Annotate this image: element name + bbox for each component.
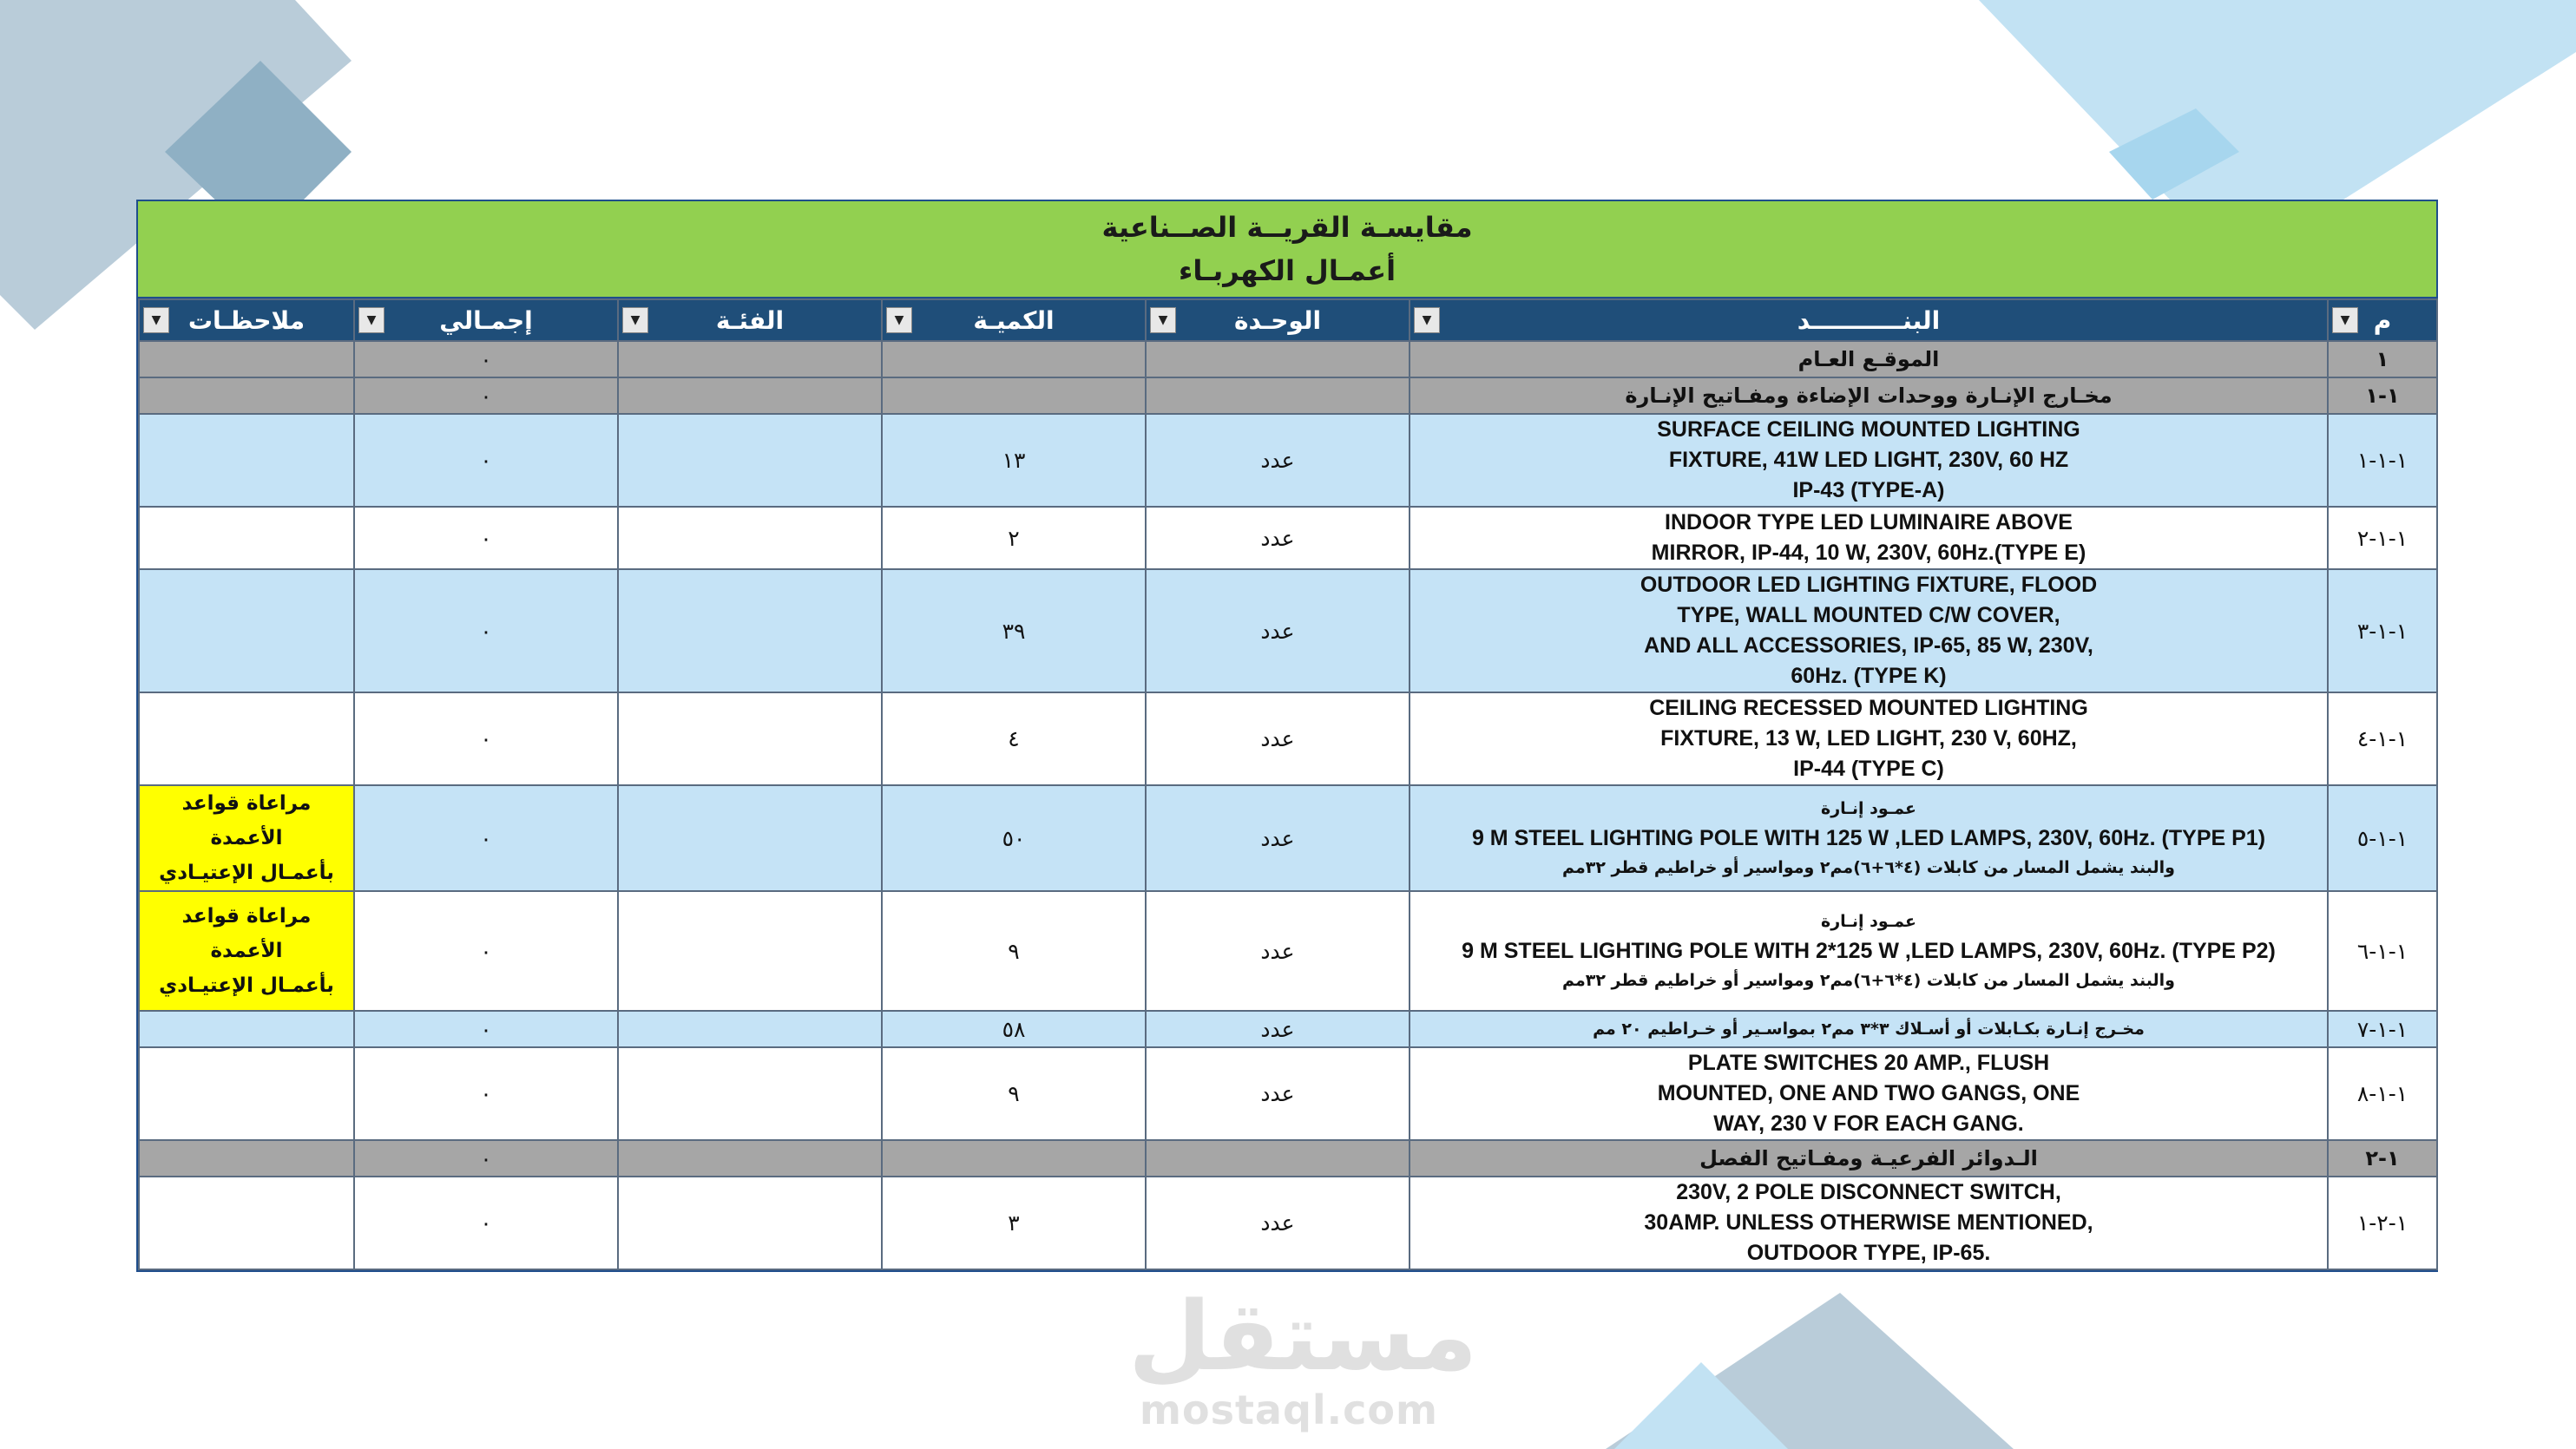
table-row (139, 1011, 2437, 1047)
table-row (139, 1140, 2437, 1177)
filter-dropdown-icon[interactable]: ▼ (622, 307, 648, 333)
cell-item-no[interactable]: ١-١-٤ (2328, 692, 2437, 785)
cell-total[interactable]: ٠ (354, 1011, 618, 1047)
note-line: مراعاة قواعد الأعمدة (181, 905, 312, 962)
cell-rate[interactable] (618, 1047, 882, 1140)
cell-rate[interactable] (618, 414, 882, 507)
cell-quantity[interactable]: ١٣ (882, 414, 1146, 507)
description-line: PLATE SWITCHES 20 AMP., FLUSH (1687, 1051, 2050, 1075)
cell-unit[interactable]: عدد (1146, 507, 1410, 569)
cell-quantity[interactable]: ٣٩ (882, 569, 1146, 692)
description-line: TYPE, WALL MOUNTED C/W COVER, (1677, 603, 2060, 627)
filter-dropdown-icon[interactable]: ▼ (1414, 307, 1440, 333)
cell-quantity[interactable]: ٤ (882, 692, 1146, 785)
table-row (139, 692, 2437, 785)
cell-notes[interactable] (139, 341, 354, 377)
cell-quantity[interactable]: ٥٨ (882, 1011, 1146, 1047)
filter-dropdown-icon[interactable]: ▼ (1150, 307, 1176, 333)
description-line: MIRROR, IP-44, 10 W, 230V, 60Hz.(TYPE E) (1651, 541, 2086, 565)
boq-table (138, 298, 2438, 1270)
description-line: 230V, 2 POLE DISCONNECT SWITCH, (1676, 1180, 2061, 1204)
cell-unit[interactable]: عدد (1146, 1011, 1410, 1047)
cell-item-no[interactable]: ١-١-٨ (2328, 1047, 2437, 1140)
cell-description[interactable] (1410, 692, 2328, 785)
cell-quantity[interactable]: ٩ (882, 891, 1146, 1011)
cell-notes[interactable] (139, 1140, 354, 1177)
col-label-description: البنـــــــــــد (1797, 305, 1941, 335)
cell-description[interactable] (1410, 569, 2328, 692)
cell-rate[interactable] (618, 377, 882, 414)
cell-rate[interactable] (618, 1177, 882, 1269)
cell-rate[interactable] (618, 785, 882, 891)
cell-total[interactable]: ٠ (354, 569, 618, 692)
cell-unit[interactable]: عدد (1146, 569, 1410, 692)
table-row (139, 414, 2437, 507)
cell-description[interactable]: الـدوائر الفرعيـة ومفـاتيح الفصل (1410, 1140, 2328, 1177)
cell-notes[interactable] (139, 785, 354, 891)
cell-notes[interactable] (139, 377, 354, 414)
col-label-quantity: الكميـة (973, 305, 1055, 335)
cell-rate[interactable] (618, 692, 882, 785)
cell-total[interactable]: ٠ (354, 414, 618, 507)
table-row (139, 785, 2437, 891)
cell-description[interactable] (1410, 785, 2328, 891)
table-row (139, 569, 2437, 692)
cell-quantity[interactable] (882, 377, 1146, 414)
description-line: OUTDOOR LED LIGHTING FIXTURE, FLOOD (1640, 573, 2098, 597)
cell-item-no[interactable]: ١-٢ (2328, 1140, 2437, 1177)
col-header-rate (618, 299, 882, 341)
cell-quantity[interactable]: ٥٠ (882, 785, 1146, 891)
col-header-item-no (2328, 299, 2437, 341)
boq-sheet (136, 200, 2438, 1272)
note-line: بأعمـال الإعتيـادي (159, 862, 334, 884)
cell-rate[interactable] (618, 569, 882, 692)
description-line: 9 M STEEL LIGHTING POLE WITH 2*125 W ,LED LAMPS, 230V, 60Hz. (TYPE P2) (1462, 939, 2276, 963)
header-row (139, 299, 2437, 341)
cell-total[interactable]: ٠ (354, 1140, 618, 1177)
cell-rate[interactable] (618, 507, 882, 569)
cell-item-no[interactable]: ١ (2328, 341, 2437, 377)
cell-description[interactable] (1410, 507, 2328, 569)
cell-total[interactable]: ٠ (354, 341, 618, 377)
col-header-quantity (882, 299, 1146, 341)
cell-unit[interactable]: عدد (1146, 1047, 1410, 1140)
note-line: مراعاة قواعد الأعمدة (181, 792, 312, 849)
cell-notes[interactable] (139, 507, 354, 569)
cell-description[interactable] (1410, 1177, 2328, 1269)
col-header-notes (139, 299, 354, 341)
description-line: عمـود إنـارة (1821, 799, 1916, 818)
note-line: بأعمـال الإعتيـادي (159, 974, 334, 997)
deco-diamond-top-right (1979, 0, 2576, 200)
description-line: INDOOR TYPE LED LUMINAIRE ABOVE (1665, 510, 2073, 534)
description-line: عمـود إنـارة (1821, 912, 1916, 931)
sheet-title-block (138, 201, 2436, 298)
cell-quantity[interactable] (882, 341, 1146, 377)
cell-unit[interactable] (1146, 1140, 1410, 1177)
cell-unit[interactable]: عدد (1146, 692, 1410, 785)
table-row (139, 377, 2437, 414)
cell-item-no[interactable]: ١-١-٣ (2328, 569, 2437, 692)
description-line: IP-44 (TYPE C) (1793, 757, 1944, 781)
cell-item-no[interactable]: ١-١-٢ (2328, 507, 2437, 569)
filter-dropdown-icon[interactable]: ▼ (2332, 307, 2358, 333)
cell-notes[interactable] (139, 692, 354, 785)
col-header-description (1410, 299, 2328, 341)
cell-rate[interactable] (618, 1140, 882, 1177)
sheet-subtitle: أعمـال الكهربـاء (1178, 254, 1396, 287)
description-line: AND ALL ACCESSORIES, IP-65, 85 W, 230V, (1644, 633, 2093, 658)
cell-rate[interactable] (618, 341, 882, 377)
cell-item-no[interactable]: ١-١-٧ (2328, 1011, 2437, 1047)
sheet-title: مقايسـة القريــة الصــناعية (1101, 211, 1473, 244)
col-label-notes: ملاحظـات (187, 305, 306, 335)
cell-rate[interactable] (618, 1011, 882, 1047)
col-header-unit (1146, 299, 1410, 341)
cell-quantity[interactable]: ٩ (882, 1047, 1146, 1140)
col-label-rate: الفئـة (715, 305, 785, 335)
description-line: OUTDOOR TYPE, IP-65. (1746, 1241, 1991, 1265)
col-label-unit: الوحـدة (1233, 305, 1322, 335)
watermark-latin: mostaql.com (1140, 1387, 1438, 1433)
watermark-arabic: مستقل (1128, 1281, 1478, 1392)
cell-total[interactable]: ٠ (354, 692, 618, 785)
cell-notes[interactable] (139, 569, 354, 692)
table-row (139, 1047, 2437, 1140)
cell-item-no[interactable]: ١-١-٦ (2328, 891, 2437, 1011)
cell-unit[interactable]: عدد (1146, 785, 1410, 891)
cell-notes[interactable] (139, 1177, 354, 1269)
description-line: 30AMP. UNLESS OTHERWISE MENTIONED, (1644, 1210, 2093, 1235)
cell-description[interactable] (1410, 1047, 2328, 1140)
cell-notes[interactable] (139, 1047, 354, 1140)
filter-dropdown-icon[interactable]: ▼ (143, 307, 169, 333)
table-row (139, 507, 2437, 569)
cell-unit[interactable]: عدد (1146, 1177, 1410, 1269)
cell-quantity[interactable]: ٢ (882, 507, 1146, 569)
cell-unit[interactable] (1146, 341, 1410, 377)
col-label-item-no: م (2373, 305, 2392, 335)
cell-description[interactable] (1410, 414, 2328, 507)
description-line: SURFACE CEILING MOUNTED LIGHTING (1657, 417, 2080, 442)
description-line: 9 M STEEL LIGHTING POLE WITH 125 W ,LED LAMPS, 230V, 60Hz. (TYPE P1) (1471, 826, 2266, 850)
cell-total[interactable]: ٠ (354, 891, 618, 1011)
table-row (139, 341, 2437, 377)
cell-quantity[interactable]: ٣ (882, 1177, 1146, 1269)
cell-unit[interactable] (1146, 377, 1410, 414)
cell-rate[interactable] (618, 891, 882, 1011)
description-line: 60Hz. (TYPE K) (1791, 664, 1947, 688)
col-label-total: إجمـالي (439, 305, 533, 335)
cell-total[interactable]: ٠ (354, 1047, 618, 1140)
description-line: CEILING RECESSED MOUNTED LIGHTING (1649, 696, 2088, 720)
description-line: MOUNTED, ONE AND TWO GANGS, ONE (1657, 1081, 2080, 1105)
description-line: والبند يشمل المسار من كابلات (٤*٦+٦)مم٢ ومواسير أو خراطيم قطر ٣٢مم (1562, 858, 2175, 877)
cell-total[interactable]: ٠ (354, 507, 618, 569)
description-line: FIXTURE, 41W LED LIGHT, 230V, 60 HZ (1668, 448, 2069, 472)
filter-dropdown-icon[interactable]: ▼ (886, 307, 912, 333)
cell-unit[interactable]: عدد (1146, 414, 1410, 507)
cell-total[interactable]: ٠ (354, 377, 618, 414)
cell-total[interactable]: ٠ (354, 785, 618, 891)
cell-item-no[interactable]: ١-١-١ (2328, 414, 2437, 507)
cell-item-no[interactable]: ١-١-٥ (2328, 785, 2437, 891)
cell-unit[interactable]: عدد (1146, 891, 1410, 1011)
cell-description[interactable]: الموقـع العـام (1410, 341, 2328, 377)
filter-dropdown-icon[interactable]: ▼ (358, 307, 384, 333)
cell-description[interactable]: مخـارج الإنـارة ووحدات الإضاءة ومفـاتيح الإنـارة (1410, 377, 2328, 414)
cell-notes[interactable] (139, 414, 354, 507)
cell-quantity[interactable] (882, 1140, 1146, 1177)
description-line: WAY, 230 V FOR EACH GANG. (1713, 1111, 2024, 1136)
description-line: والبند يشمل المسار من كابلات (٤*٦+٦)مم٢ ومواسير أو خراطيم قطر ٣٢مم (1562, 971, 2175, 990)
table-row (139, 891, 2437, 1011)
description-line: IP-43 (TYPE-A) (1792, 478, 1945, 502)
table-row (139, 1177, 2437, 1269)
cell-notes[interactable] (139, 1011, 354, 1047)
cell-item-no[interactable]: ١-١ (2328, 377, 2437, 414)
cell-item-no[interactable]: ١-٢-١ (2328, 1177, 2437, 1269)
cell-total[interactable]: ٠ (354, 1177, 618, 1269)
cell-description[interactable] (1410, 891, 2328, 1011)
col-header-total (354, 299, 618, 341)
cell-description[interactable]: مخـرج إنـارة بكـابلات أو أسـلاك ٣*٣ مم٢ بمواسـير أو خـراطيم ٢٠ مم (1410, 1011, 2328, 1047)
cell-notes[interactable] (139, 891, 354, 1011)
description-line: FIXTURE, 13 W, LED LIGHT, 230 V, 60HZ, (1660, 726, 2077, 751)
mostaql-watermark (1128, 1281, 1478, 1433)
